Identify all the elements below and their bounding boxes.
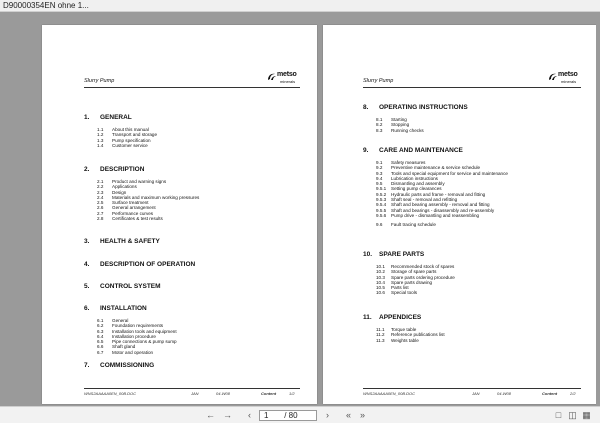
section-title: APPENDICES <box>379 314 422 321</box>
logo-brand: metso <box>558 71 578 78</box>
section-number: 7. <box>84 362 90 369</box>
list-item: 6.5 Pipe connections & pump sump <box>97 339 177 345</box>
list-item: 1.3 Pump specification <box>97 137 151 143</box>
list-item: 10.1 Recommended stock of spares <box>376 264 455 269</box>
section-title: SPARE PARTS <box>379 251 425 258</box>
footer-divider <box>84 388 300 389</box>
section-number: 11. <box>363 314 372 321</box>
footer-page-number: 1/2 <box>289 391 295 396</box>
list-item: 9.1 Safety measures <box>376 160 426 165</box>
section-number: 9. <box>363 147 369 154</box>
two-page-icon[interactable]: ◫ <box>568 410 577 420</box>
list-item: 9.4 Lubrication instructions <box>376 175 438 181</box>
list-item: 9.2 Preventive maintenance & service schedule <box>376 165 481 171</box>
section-number: 8. <box>363 104 369 111</box>
vertical-scrollbar[interactable] <box>596 24 600 418</box>
section-title: GENERAL <box>100 114 132 121</box>
list-item: 1.1 About this manual <box>97 127 149 132</box>
list-item: 10.5 Parts list <box>376 285 409 291</box>
section-number: 5. <box>84 283 90 290</box>
toc-section-7 <box>84 362 154 370</box>
footer-divider <box>363 388 581 389</box>
toc-section-2 <box>84 166 199 221</box>
document-viewer[interactable] <box>0 12 600 406</box>
list-item: 9.5.6 Pump drive - dismantling and reassembling <box>376 212 480 218</box>
list-item: 2.3 Design <box>97 189 127 195</box>
footer-month: JAN <box>191 391 199 396</box>
grid-view-icon[interactable]: ▦ <box>582 410 591 420</box>
page-number-input[interactable] <box>264 411 282 420</box>
section-title: CONTROL SYSTEM <box>100 283 161 290</box>
chevron-last-icon[interactable]: » <box>359 410 365 420</box>
section-title: INSTALLATION <box>100 305 147 312</box>
list-item: 9.5.3 Shaft seal - removal and refitting <box>376 197 458 203</box>
footer-date: 04-W08 <box>497 391 512 396</box>
section-number: 10. <box>363 251 373 258</box>
page-right <box>323 25 598 404</box>
list-item: 9.5 Dismantling and assembly <box>376 181 445 187</box>
toc-section-8 <box>363 104 468 133</box>
list-item: 2.2 Applications <box>97 184 137 190</box>
section-number: 3. <box>84 238 90 245</box>
section-title: HEALTH & SAFETY <box>100 238 160 245</box>
logo-sub: minerals <box>561 79 577 84</box>
arrow-left-icon[interactable]: ← <box>206 410 215 420</box>
list-item: 2.5 Surface treatment <box>97 200 149 206</box>
footer-content-label: Content <box>542 391 558 396</box>
list-item: 9.5.2 Hydraulic parts and frame - removal and fitting <box>376 191 486 197</box>
footer-month: JAN <box>472 391 480 396</box>
logo-brand: metso <box>277 71 297 78</box>
section-number: 6. <box>84 305 90 312</box>
toc-section-5 <box>84 283 161 291</box>
list-item: 2.1 Product and warning signs <box>97 179 167 184</box>
list-item: 10.4 Spare parts drawing <box>376 279 433 285</box>
chevron-left-icon[interactable]: ‹ <box>248 410 251 420</box>
list-item: 9.6 Fault tracing schedule <box>376 222 436 228</box>
list-item: 6.4 Installation procedure <box>97 333 156 339</box>
section-title: OPERATING INSTRUCTIONS <box>379 104 468 111</box>
footer-page-number: 2/2 <box>570 391 576 396</box>
logo-sub: minerals <box>280 79 296 84</box>
section-title: COMMISSIONING <box>100 362 155 369</box>
toc-section-11 <box>363 314 445 343</box>
metso-logo <box>548 71 584 85</box>
footer-content-label: Content <box>261 391 277 396</box>
list-item: 10.6 Special tools <box>376 290 418 296</box>
metso-swirl-icon <box>548 72 558 82</box>
list-item: 9.5.5 Shaft and bearings - disassembly and re-assembly <box>376 207 495 213</box>
list-item: 11.2 Reference publications list <box>376 332 445 338</box>
window-title: D90000354EN ohne 1... <box>3 1 89 10</box>
list-item: 8.3 Running checks <box>376 127 424 133</box>
list-item: 6.7 Motor and operation <box>97 349 154 355</box>
page-header-title: Slurry Pump <box>363 78 394 84</box>
list-item: 2.8 Certificates & test results <box>97 216 163 222</box>
viewer-toolbar <box>0 406 600 423</box>
list-item: 6.1 General <box>97 318 129 323</box>
toc-section-4 <box>84 261 195 269</box>
section-title: CARE AND MAINTENANCE <box>379 147 463 154</box>
chevron-first-icon[interactable]: « <box>345 410 351 420</box>
fit-page-icon[interactable]: □ <box>555 410 562 420</box>
list-item: 11.1 Torque table <box>376 327 417 332</box>
page-header-title: Slurry Pump <box>84 78 115 84</box>
list-item: 1.2 Transport and storage <box>97 132 158 138</box>
toc-section-3 <box>84 238 160 246</box>
list-item: 10.3 Spare parts ordering procedure <box>376 274 455 280</box>
arrow-right-icon[interactable]: → <box>223 410 232 420</box>
list-item: 2.4 Materials and maximum working pressures <box>97 194 200 200</box>
metso-logo <box>267 71 303 85</box>
toc-section-10 <box>363 251 455 296</box>
list-item: 2.6 General arrangement <box>97 205 156 211</box>
section-number: 1. <box>84 114 90 121</box>
header-divider <box>84 87 300 88</box>
list-item: 6.6 Shaft gland <box>97 344 136 350</box>
toc-section-1 <box>84 114 157 148</box>
page-number-field[interactable] <box>259 410 317 421</box>
list-item: 6.3 Installation tools and equipment <box>97 328 177 334</box>
list-item: 6.2 Foundation requirements <box>97 323 164 329</box>
toc-section-6 <box>84 305 177 355</box>
list-item: 11.3 Weights table <box>376 337 419 343</box>
window-titlebar <box>0 0 600 12</box>
list-item: 10.2 Storage of spare parts <box>376 269 437 275</box>
section-title: DESCRIPTION OF OPERATION <box>100 261 196 268</box>
toc-section-9 <box>363 147 508 228</box>
footer-docname: WNS2AAAAA0EN_00B.DOC <box>84 391 137 396</box>
list-item: 9.5.1 Setting pump clearances <box>376 186 442 192</box>
header-divider <box>363 87 581 88</box>
page-total: / 80 <box>284 411 298 420</box>
footer-docname: WNS2AAAAA0EN_00B.DOC <box>363 391 416 396</box>
section-number: 4. <box>84 261 90 268</box>
list-item: 8.2 Stopping <box>376 122 410 128</box>
section-number: 2. <box>84 166 90 173</box>
section-title: DESCRIPTION <box>100 166 145 173</box>
list-item: 1.4 Customer service <box>97 142 148 148</box>
chevron-right-icon[interactable]: › <box>326 410 329 420</box>
page-left <box>42 25 317 404</box>
footer-date: 04-W08 <box>216 391 231 396</box>
metso-swirl-icon <box>267 72 277 82</box>
list-item: 9.3 Tools and special equipment for service and maintenance <box>376 170 508 176</box>
list-item: 8.1 Starting <box>376 117 407 122</box>
list-item: 2.7 Performance curves <box>97 210 154 216</box>
list-item: 9.5.4 Shaft and bearing assembly - removal and fitting <box>376 202 490 208</box>
